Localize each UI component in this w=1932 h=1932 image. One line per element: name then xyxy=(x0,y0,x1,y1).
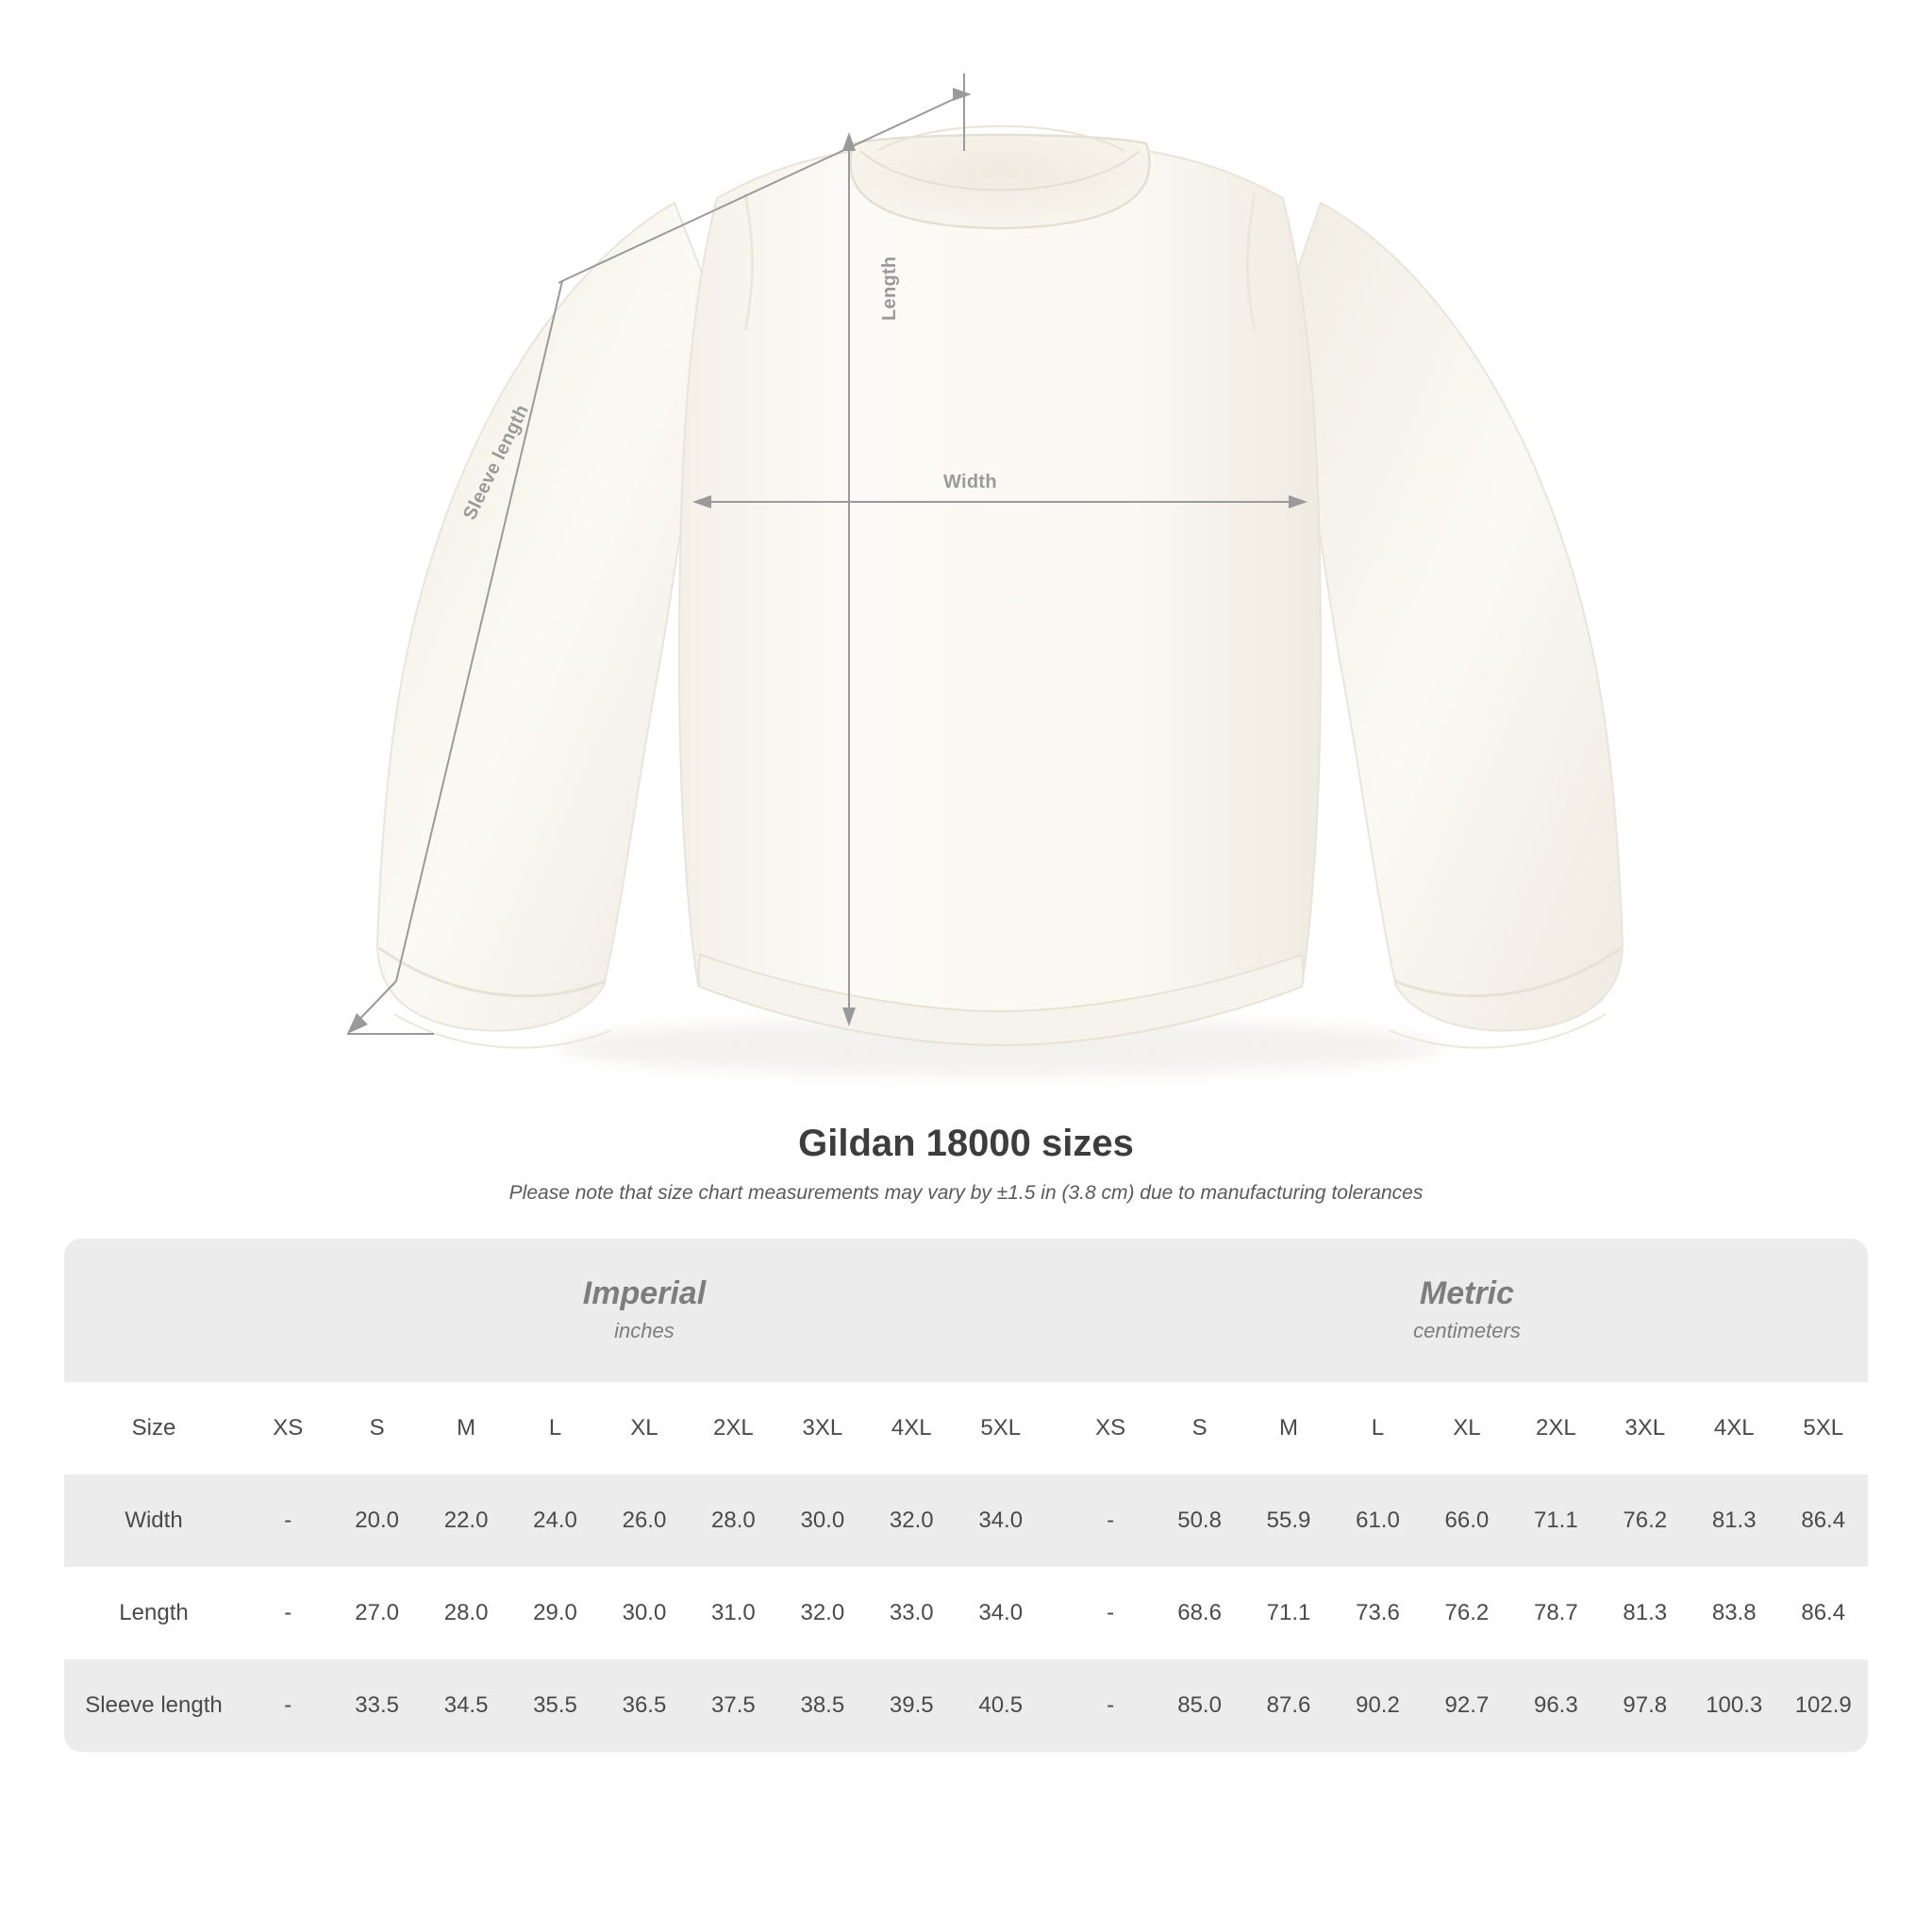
length-label: Length xyxy=(879,256,900,321)
cell-metric-sleeve-length-3xl: 97.8 xyxy=(1601,1659,1690,1752)
cell-metric-width-4xl: 81.3 xyxy=(1690,1474,1778,1567)
size-header-imperial-s: S xyxy=(332,1382,421,1474)
size-header-metric-s: S xyxy=(1155,1382,1243,1474)
collar xyxy=(851,135,1150,228)
cell-imperial-sleeve-length-2xl: 37.5 xyxy=(689,1659,777,1752)
size-row-gap xyxy=(1045,1382,1066,1474)
cell-metric-width-xs: - xyxy=(1066,1474,1155,1567)
size-header-metric-xs: XS xyxy=(1066,1382,1155,1474)
size-header-imperial-3xl: 3XL xyxy=(778,1382,867,1474)
cell-imperial-length-5xl: 34.0 xyxy=(957,1567,1045,1659)
cell-metric-sleeve-length-2xl: 96.3 xyxy=(1511,1659,1600,1752)
row-label-width: Width xyxy=(64,1474,243,1567)
cell-metric-width-xl: 66.0 xyxy=(1423,1474,1511,1567)
right-sleeve xyxy=(1283,203,1623,1031)
cell-metric-length-xl: 76.2 xyxy=(1423,1567,1511,1659)
unit-group-imperial xyxy=(243,1239,1045,1382)
left-sleeve xyxy=(377,203,717,1031)
cell-metric-width-2xl: 71.1 xyxy=(1511,1474,1600,1567)
row-label-sleeve-length: Sleeve length xyxy=(64,1659,243,1752)
cell-metric-sleeve-length-xs: - xyxy=(1066,1659,1155,1752)
size-header-imperial-xl: XL xyxy=(600,1382,689,1474)
row-gap xyxy=(1045,1567,1066,1659)
cell-imperial-width-xl: 26.0 xyxy=(600,1474,689,1567)
cell-imperial-length-4xl: 33.0 xyxy=(867,1567,956,1659)
unit-header-row xyxy=(64,1239,1868,1382)
unit-group-metric-subtitle: centimeters xyxy=(1413,1318,1521,1342)
cell-metric-length-l: 73.6 xyxy=(1333,1567,1422,1659)
unit-header-gap xyxy=(1045,1239,1066,1382)
cell-imperial-sleeve-length-m: 34.5 xyxy=(422,1659,510,1752)
cell-imperial-width-xs: - xyxy=(243,1474,332,1567)
size-header-imperial-m: M xyxy=(422,1382,510,1474)
cell-imperial-sleeve-length-5xl: 40.5 xyxy=(957,1659,1045,1752)
unit-group-imperial-subtitle: inches xyxy=(614,1318,675,1342)
size-header-imperial-xs: XS xyxy=(243,1382,332,1474)
cell-metric-width-l: 61.0 xyxy=(1333,1474,1422,1567)
cell-imperial-length-2xl: 31.0 xyxy=(689,1567,777,1659)
size-header-metric-m: M xyxy=(1244,1382,1333,1474)
sleeve-length-label: Sleeve length xyxy=(459,401,534,524)
cell-imperial-length-xl: 30.0 xyxy=(600,1567,689,1659)
cell-imperial-sleeve-length-xs: - xyxy=(243,1659,332,1752)
table-row xyxy=(64,1474,1868,1567)
cell-metric-width-3xl: 76.2 xyxy=(1601,1474,1690,1567)
row-gap xyxy=(1045,1474,1066,1567)
size-header-imperial-2xl: 2XL xyxy=(689,1382,777,1474)
cell-imperial-width-3xl: 30.0 xyxy=(778,1474,867,1567)
cell-metric-width-5xl: 86.4 xyxy=(1778,1474,1868,1567)
cell-imperial-sleeve-length-4xl: 39.5 xyxy=(867,1659,956,1752)
size-header-metric-5xl: 5XL xyxy=(1778,1382,1868,1474)
title-block xyxy=(0,1123,1932,1205)
width-label: Width xyxy=(943,472,997,492)
tolerance-note: Please note that size chart measurements may vary by ±1.5 in (3.8 cm) due to manufacturing tolerances xyxy=(508,1182,1424,1204)
unit-group-metric xyxy=(1066,1239,1868,1382)
unit-group-imperial-title: Imperial xyxy=(582,1275,707,1312)
cell-imperial-length-xs: - xyxy=(243,1567,332,1659)
cell-imperial-width-s: 20.0 xyxy=(332,1474,421,1567)
table-row xyxy=(64,1659,1868,1752)
size-header-imperial-5xl: 5XL xyxy=(957,1382,1045,1474)
size-header-row xyxy=(64,1382,1868,1474)
cell-metric-length-xs: - xyxy=(1066,1567,1155,1659)
row-label-length: Length xyxy=(64,1567,243,1659)
unit-header-spacer xyxy=(64,1239,243,1382)
unit-group-metric-title: Metric xyxy=(1419,1275,1515,1312)
cell-imperial-width-2xl: 28.0 xyxy=(689,1474,777,1567)
cell-imperial-length-3xl: 32.0 xyxy=(778,1567,867,1659)
cell-metric-width-m: 55.9 xyxy=(1244,1474,1333,1567)
size-header-metric-3xl: 3XL xyxy=(1601,1382,1690,1474)
garment-body xyxy=(679,142,1321,1045)
size-header-imperial-l: L xyxy=(510,1382,599,1474)
size-header-metric-l: L xyxy=(1333,1382,1422,1474)
cell-imperial-length-l: 29.0 xyxy=(510,1567,599,1659)
cell-metric-length-3xl: 81.3 xyxy=(1601,1567,1690,1659)
cell-imperial-width-l: 24.0 xyxy=(510,1474,599,1567)
size-table-wrap xyxy=(64,1239,1868,1752)
cell-metric-length-m: 71.1 xyxy=(1244,1567,1333,1659)
cell-imperial-sleeve-length-l: 35.5 xyxy=(510,1659,599,1752)
table-row xyxy=(64,1567,1868,1659)
cell-metric-sleeve-length-4xl: 100.3 xyxy=(1690,1659,1778,1752)
cell-metric-sleeve-length-m: 87.6 xyxy=(1244,1659,1333,1752)
cell-imperial-sleeve-length-xl: 36.5 xyxy=(600,1659,689,1752)
size-header-metric-4xl: 4XL xyxy=(1690,1382,1778,1474)
cell-imperial-sleeve-length-3xl: 38.5 xyxy=(778,1659,867,1752)
cell-metric-sleeve-length-5xl: 102.9 xyxy=(1778,1659,1868,1752)
page-title: Gildan 18000 sizes xyxy=(798,1123,1134,1164)
cell-imperial-width-5xl: 34.0 xyxy=(957,1474,1045,1567)
cell-metric-length-2xl: 78.7 xyxy=(1511,1567,1600,1659)
size-header-imperial-4xl: 4XL xyxy=(867,1382,956,1474)
cell-imperial-length-m: 28.0 xyxy=(422,1567,510,1659)
cell-metric-length-s: 68.6 xyxy=(1155,1567,1243,1659)
cell-metric-length-5xl: 86.4 xyxy=(1778,1567,1868,1659)
size-header-metric-2xl: 2XL xyxy=(1511,1382,1600,1474)
cell-imperial-length-s: 27.0 xyxy=(332,1567,421,1659)
cell-metric-width-s: 50.8 xyxy=(1155,1474,1243,1567)
row-gap xyxy=(1045,1659,1066,1752)
cell-metric-sleeve-length-s: 85.0 xyxy=(1155,1659,1243,1752)
size-header-metric-xl: XL xyxy=(1423,1382,1511,1474)
cell-metric-length-4xl: 83.8 xyxy=(1690,1567,1778,1659)
cell-metric-sleeve-length-xl: 92.7 xyxy=(1423,1659,1511,1752)
cell-metric-sleeve-length-l: 90.2 xyxy=(1333,1659,1422,1752)
size-table xyxy=(64,1239,1868,1752)
cell-imperial-width-m: 22.0 xyxy=(422,1474,510,1567)
size-row-label: Size xyxy=(64,1382,243,1474)
cell-imperial-sleeve-length-s: 33.5 xyxy=(332,1659,421,1752)
cell-imperial-width-4xl: 32.0 xyxy=(867,1474,956,1567)
